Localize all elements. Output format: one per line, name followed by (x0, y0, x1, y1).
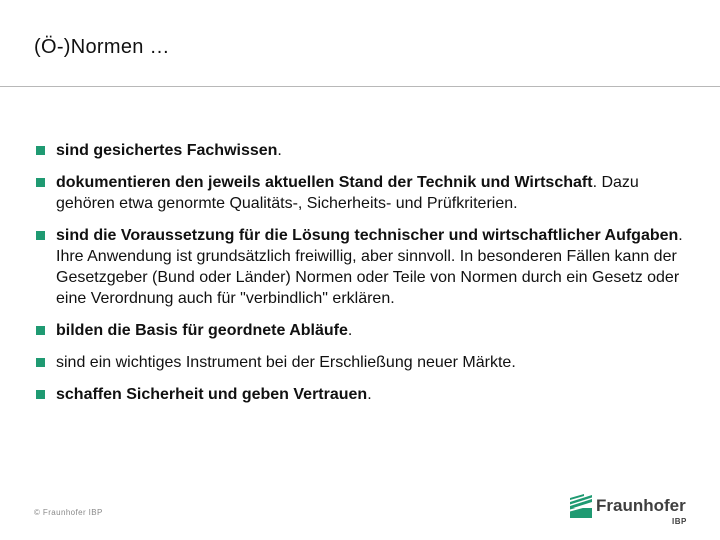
bullet-item (36, 320, 696, 341)
bullet-item (36, 352, 696, 373)
bullet-text: . Dazu gehören etwa genormte Qualitäts-, Sicherheits- und Prüfkriterien. (56, 174, 639, 212)
square-bullet-icon (36, 390, 45, 399)
bullet-bold-text: sind die Voraussetzung für die Lösung technischer und wirtschaftlicher Aufgaben (56, 227, 679, 244)
bullet-item (36, 384, 696, 405)
bullet-text: . Ihre Anwendung ist grundsätzlich freiwillig, aber sinnvoll. In besonderen Fällen kann der Gesetzgeber (Bund oder Länder) Normen oder Teile von Normen durch ein Gesetz oder eine Verordnung auch für "verbindlich" erklären. (56, 227, 683, 307)
fraunhofer-logo (570, 494, 705, 530)
bullet-item (36, 225, 696, 309)
square-bullet-icon (36, 231, 45, 240)
bullet-text: sind ein wichtiges Instrument bei der Erschließung neuer Märkte. (56, 354, 516, 371)
logo-institute: IBP (672, 517, 687, 526)
bullet-text: . (367, 386, 372, 403)
title-divider (0, 86, 720, 87)
bullet-text: . (347, 322, 353, 339)
logo-wordmark: Fraunhofer (596, 496, 686, 515)
square-bullet-icon (36, 178, 45, 187)
bullet-bold-text: dokumentieren den jeweils aktuellen Stand der Technik und Wirtschaft (56, 174, 593, 191)
square-bullet-icon (36, 358, 45, 367)
footer-copyright: © Fraunhofer IBP (34, 508, 103, 517)
bullet-bold-text: bilden die Basis für geordnete Abläufe (56, 322, 348, 339)
square-bullet-icon (36, 326, 45, 335)
fraunhofer-logo-icon (570, 494, 592, 518)
bullet-bold-text: schaffen Sicherheit und geben Vertrauen (56, 386, 368, 403)
bullet-item (36, 172, 696, 214)
bullet-text: . (277, 142, 282, 159)
slide-title: (Ö-)Normen … (34, 36, 170, 58)
bullet-bold-text: sind gesichertes Fachwissen (56, 142, 278, 159)
square-bullet-icon (36, 146, 45, 155)
bullet-list (36, 140, 696, 416)
bullet-item (36, 140, 696, 161)
